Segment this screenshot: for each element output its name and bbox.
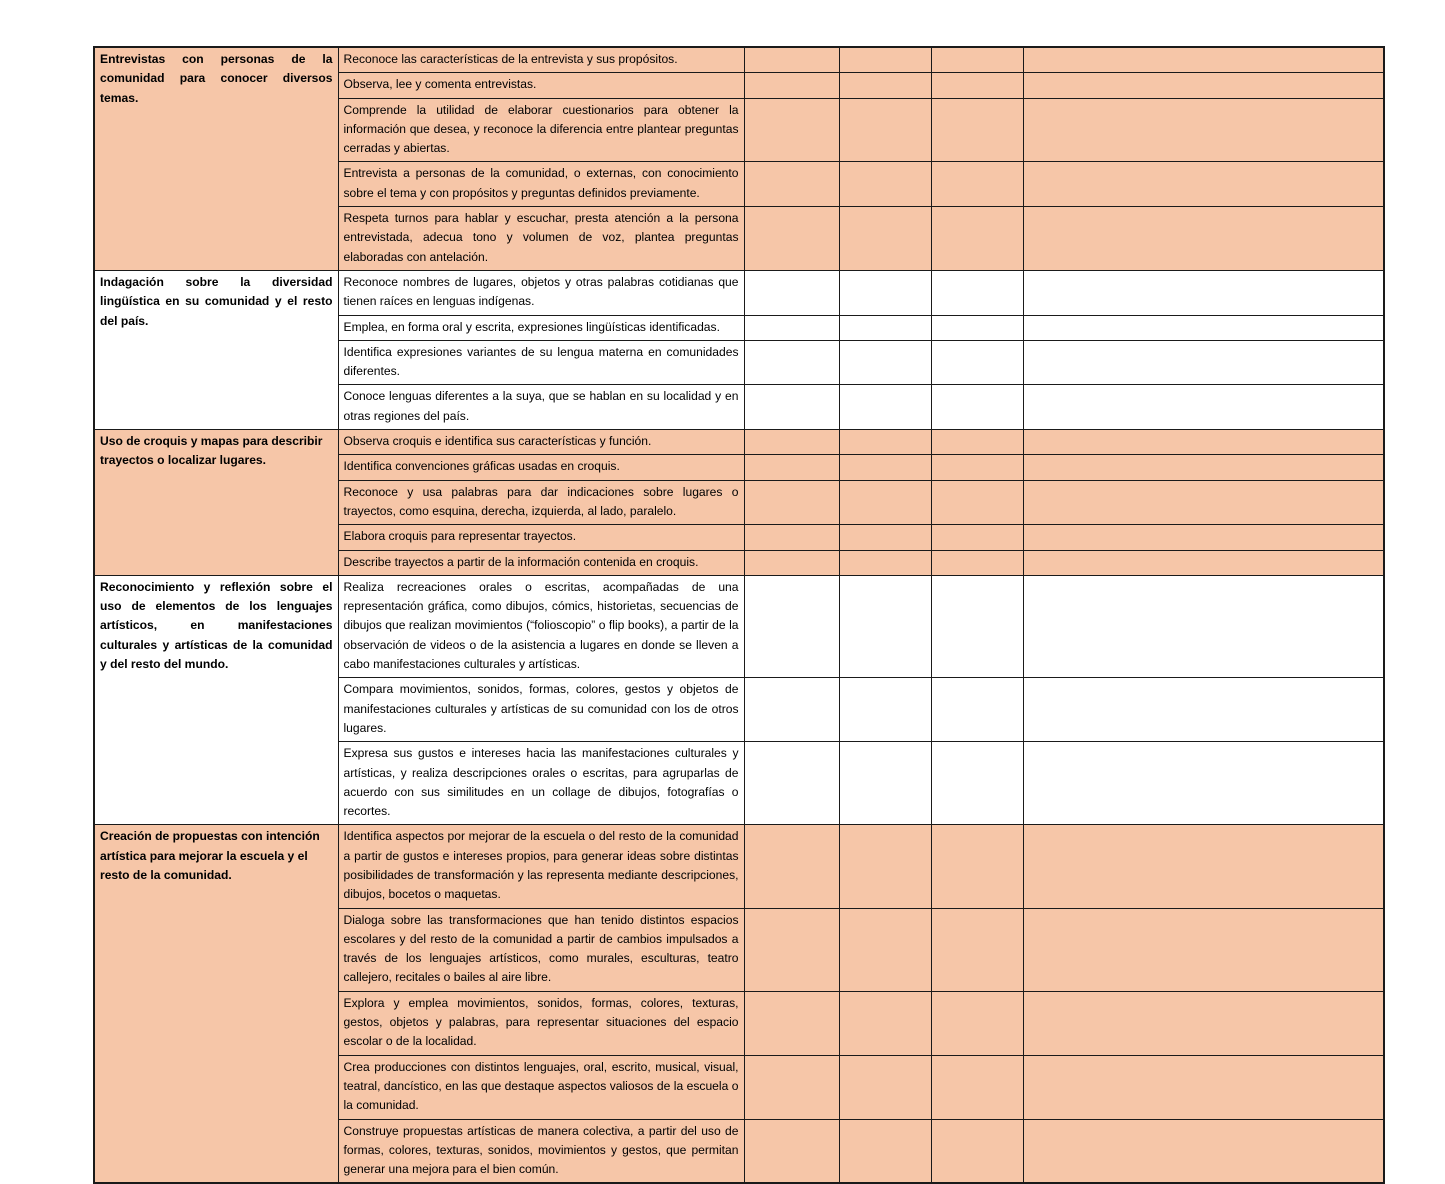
mark-cell-3[interactable]: [931, 340, 1023, 385]
mark-cell-1[interactable]: [744, 47, 839, 73]
learning-cell: Emplea, en forma oral y escrita, expresiones lingüísticas identificadas.: [338, 315, 744, 340]
mark-cell-3[interactable]: [931, 550, 1023, 575]
learning-cell: Reconoce y usa palabras para dar indicaciones sobre lugares o trayectos, como esquina, derecha, izquierda, al lado, paralelo.: [338, 480, 744, 525]
table-row: [94, 430, 1384, 455]
learning-cell: Explora y emplea movimientos, sonidos, formas, colores, texturas, gestos, objetos y palabras, para representar situaciones del espacio escolar o de la localidad.: [338, 991, 744, 1055]
learning-cell: Conoce lenguas diferentes a la suya, que se hablan en su localidad y en otras regiones del país.: [338, 385, 744, 430]
mark-cell-4[interactable]: [1023, 455, 1384, 480]
mark-cell-2[interactable]: [839, 207, 931, 271]
mark-cell-2[interactable]: [839, 73, 931, 98]
learning-cell: Entrevista a personas de la comunidad, o externas, con conocimiento sobre el tema y con propósitos y preguntas definidos previamente.: [338, 162, 744, 207]
mark-cell-4[interactable]: [1023, 1055, 1384, 1119]
mark-cell-2[interactable]: [839, 98, 931, 162]
mark-cell-4[interactable]: [1023, 678, 1384, 742]
mark-cell-1[interactable]: [744, 575, 839, 677]
mark-cell-1[interactable]: [744, 1119, 839, 1183]
theme-cell-croquis-mapas: Uso de croquis y mapas para describir trayectos o localizar lugares.: [94, 430, 338, 576]
mark-cell-3[interactable]: [931, 1119, 1023, 1183]
mark-cell-1[interactable]: [744, 1055, 839, 1119]
mark-cell-3[interactable]: [931, 678, 1023, 742]
mark-cell-4[interactable]: [1023, 207, 1384, 271]
mark-cell-1[interactable]: [744, 162, 839, 207]
mark-cell-4[interactable]: [1023, 1119, 1384, 1183]
mark-cell-3[interactable]: [931, 480, 1023, 525]
mark-cell-3[interactable]: [931, 270, 1023, 315]
mark-cell-2[interactable]: [839, 678, 931, 742]
mark-cell-3[interactable]: [931, 385, 1023, 430]
mark-cell-2[interactable]: [839, 47, 931, 73]
mark-cell-4[interactable]: [1023, 162, 1384, 207]
mark-cell-1[interactable]: [744, 455, 839, 480]
mark-cell-1[interactable]: [744, 480, 839, 525]
mark-cell-3[interactable]: [931, 525, 1023, 550]
learning-cell: Expresa sus gustos e intereses hacia las manifestaciones culturales y artísticas, y realiza descripciones orales o escritas, para agruparlas de acuerdo con sus similitudes en un collage de dibujos, fotografías o recortes.: [338, 742, 744, 825]
learning-cell: Identifica expresiones variantes de su lengua materna en comunidades diferentes.: [338, 340, 744, 385]
mark-cell-1[interactable]: [744, 315, 839, 340]
mark-cell-4[interactable]: [1023, 742, 1384, 825]
mark-cell-1[interactable]: [744, 385, 839, 430]
mark-cell-3[interactable]: [931, 315, 1023, 340]
curriculum-assessment-table: [93, 46, 1385, 1184]
table-body: [94, 47, 1384, 1183]
theme-cell-indagacion-linguistica: Indagación sobre la diversidad lingüística en su comunidad y el resto del país.: [94, 270, 338, 429]
mark-cell-1[interactable]: [744, 430, 839, 455]
mark-cell-1[interactable]: [744, 270, 839, 315]
mark-cell-2[interactable]: [839, 991, 931, 1055]
mark-cell-4[interactable]: [1023, 525, 1384, 550]
mark-cell-4[interactable]: [1023, 480, 1384, 525]
mark-cell-1[interactable]: [744, 742, 839, 825]
learning-cell: Identifica convenciones gráficas usadas en croquis.: [338, 455, 744, 480]
learning-cell: Describe trayectos a partir de la información contenida en croquis.: [338, 550, 744, 575]
mark-cell-4[interactable]: [1023, 825, 1384, 908]
mark-cell-1[interactable]: [744, 550, 839, 575]
mark-cell-2[interactable]: [839, 480, 931, 525]
mark-cell-4[interactable]: [1023, 908, 1384, 991]
mark-cell-3[interactable]: [931, 47, 1023, 73]
mark-cell-1[interactable]: [744, 340, 839, 385]
mark-cell-4[interactable]: [1023, 385, 1384, 430]
mark-cell-2[interactable]: [839, 385, 931, 430]
learning-cell: Observa croquis e identifica sus características y función.: [338, 430, 744, 455]
learning-cell: Observa, lee y comenta entrevistas.: [338, 73, 744, 98]
mark-cell-3[interactable]: [931, 742, 1023, 825]
learning-cell: Reconoce las características de la entrevista y sus propósitos.: [338, 47, 744, 73]
learning-cell: Elabora croquis para representar trayectos.: [338, 525, 744, 550]
mark-cell-3[interactable]: [931, 991, 1023, 1055]
mark-cell-1[interactable]: [744, 98, 839, 162]
mark-cell-4[interactable]: [1023, 315, 1384, 340]
mark-cell-2[interactable]: [839, 1055, 931, 1119]
mark-cell-2[interactable]: [839, 550, 931, 575]
theme-cell-lenguajes-artisticos: Reconocimiento y reflexión sobre el uso de elementos de los lenguajes artísticos, en manifestaciones culturales y artísticas de la comunidad y del resto del mundo.: [94, 575, 338, 825]
theme-cell-entrevistas: Entrevistas con personas de la comunidad para conocer diversos temas.: [94, 47, 338, 270]
mark-cell-2[interactable]: [839, 430, 931, 455]
mark-cell-3[interactable]: [931, 908, 1023, 991]
mark-cell-3[interactable]: [931, 825, 1023, 908]
mark-cell-3[interactable]: [931, 73, 1023, 98]
theme-cell-creacion-propuestas: Creación de propuestas con intención artística para mejorar la escuela y el resto de la comunidad.: [94, 825, 338, 1184]
mark-cell-2[interactable]: [839, 742, 931, 825]
mark-cell-1[interactable]: [744, 991, 839, 1055]
learning-cell: Identifica aspectos por mejorar de la escuela o del resto de la comunidad a partir de gustos e intereses propios, para generar ideas sobre distintas posibilidades de transformación y las representa mediante descripciones, dibujos, bocetos o maquetas.: [338, 825, 744, 908]
learning-cell: Reconoce nombres de lugares, objetos y otras palabras cotidianas que tienen raíces en lenguas indígenas.: [338, 270, 744, 315]
mark-cell-2[interactable]: [839, 525, 931, 550]
learning-cell: Realiza recreaciones orales o escritas, acompañadas de una representación gráfica, como dibujos, cómics, historietas, secuencias de dibujos que realizan movimientos (“folioscopio” o flip books), a partir de la observación de videos o de la asistencia a lugares en donde se lleven a cabo manifestaciones culturales y artísticas.: [338, 575, 744, 677]
mark-cell-1[interactable]: [744, 825, 839, 908]
mark-cell-2[interactable]: [839, 270, 931, 315]
mark-cell-3[interactable]: [931, 1055, 1023, 1119]
learning-cell: Dialoga sobre las transformaciones que han tenido distintos espacios escolares y del resto de la comunidad a partir de cambios impulsados a través de los lenguajes artísticos, como murales, esculturas, teatro callejero, recitales o bailes al aire libre.: [338, 908, 744, 991]
mark-cell-2[interactable]: [839, 162, 931, 207]
mark-cell-1[interactable]: [744, 678, 839, 742]
mark-cell-3[interactable]: [931, 455, 1023, 480]
mark-cell-2[interactable]: [839, 340, 931, 385]
mark-cell-3[interactable]: [931, 207, 1023, 271]
mark-cell-4[interactable]: [1023, 430, 1384, 455]
mark-cell-2[interactable]: [839, 1119, 931, 1183]
learning-cell: Construye propuestas artísticas de manera colectiva, a partir del uso de formas, colores, texturas, sonidos, movimientos y gestos, que permitan generar una mejora para el bien común.: [338, 1119, 744, 1183]
learning-cell: Crea producciones con distintos lenguajes, oral, escrito, musical, visual, teatral, dancístico, en las que destaque aspectos valiosos de la escuela o la comunidad.: [338, 1055, 744, 1119]
mark-cell-3[interactable]: [931, 430, 1023, 455]
mark-cell-4[interactable]: [1023, 550, 1384, 575]
mark-cell-3[interactable]: [931, 162, 1023, 207]
table-row: [94, 825, 1384, 908]
mark-cell-2[interactable]: [839, 825, 931, 908]
curriculum-table-container: [93, 46, 1383, 1184]
mark-cell-3[interactable]: [931, 98, 1023, 162]
mark-cell-1[interactable]: [744, 207, 839, 271]
mark-cell-4[interactable]: [1023, 98, 1384, 162]
table-row: [94, 270, 1384, 315]
mark-cell-2[interactable]: [839, 315, 931, 340]
mark-cell-4[interactable]: [1023, 575, 1384, 677]
mark-cell-2[interactable]: [839, 908, 931, 991]
mark-cell-2[interactable]: [839, 455, 931, 480]
mark-cell-2[interactable]: [839, 575, 931, 677]
mark-cell-1[interactable]: [744, 525, 839, 550]
mark-cell-3[interactable]: [931, 575, 1023, 677]
mark-cell-1[interactable]: [744, 73, 839, 98]
mark-cell-4[interactable]: [1023, 991, 1384, 1055]
mark-cell-1[interactable]: [744, 908, 839, 991]
table-row: [94, 47, 1384, 73]
learning-cell: Compara movimientos, sonidos, formas, colores, gestos y objetos de manifestaciones culturales y artísticas de su comunidad con los de otros lugares.: [338, 678, 744, 742]
learning-cell: Respeta turnos para hablar y escuchar, presta atención a la persona entrevistada, adecua tono y volumen de voz, plantea preguntas elaboradas con antelación.: [338, 207, 744, 271]
mark-cell-4[interactable]: [1023, 73, 1384, 98]
mark-cell-4[interactable]: [1023, 270, 1384, 315]
learning-cell: Comprende la utilidad de elaborar cuestionarios para obtener la información que desea, y reconoce la diferencia entre plantear preguntas cerradas y abiertas.: [338, 98, 744, 162]
mark-cell-4[interactable]: [1023, 47, 1384, 73]
mark-cell-4[interactable]: [1023, 340, 1384, 385]
table-row: [94, 575, 1384, 677]
